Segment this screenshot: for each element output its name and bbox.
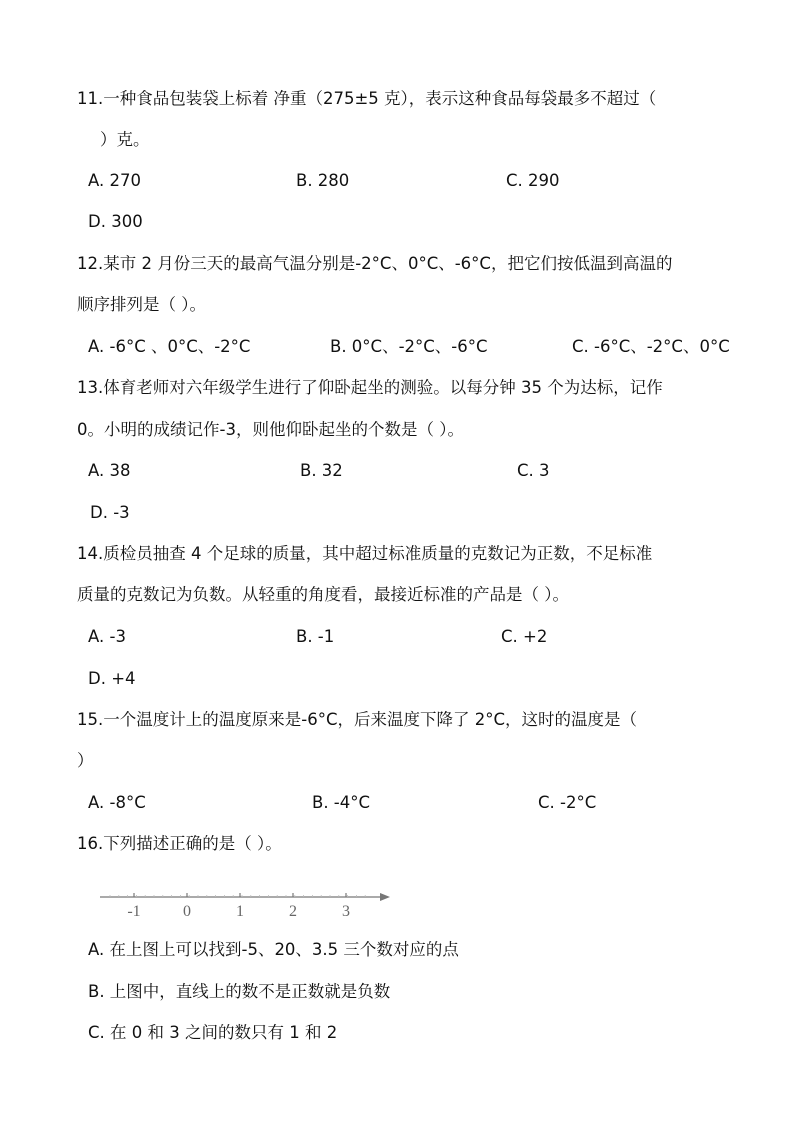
q12-stem-line2: 顺序排列是（ ）。 [77,295,206,314]
q15-stem-line1: 15.一个温度计上的温度原来是-6°C，后来温度下降了 2°C，这时的温度是（ [77,710,637,729]
q16-stem-line1: 16.下列描述正确的是（ ）。 [77,834,282,853]
q12-option-b: B. 0°C、-2°C、-6°C [330,337,488,356]
q16-option-b: B. 上图中，直线上的数不是正数就是负数 [88,982,391,1001]
q13-option-b: B. 32 [300,461,343,480]
number-line-figure [96,885,396,921]
q12-stem-line1: 12.某市 2 月份三天的最高气温分别是-2°C、0°C、-6°C，把它们按低温到高温的 [77,254,673,273]
q14-stem-line1: 14.质检员抽查 4 个足球的质量，其中超过标准质量的克数记为正数，不足标准 [77,544,653,563]
q14-option-c: C. +2 [501,627,548,646]
q12-option-a: A. -6°C 、0°C、-2°C [88,337,251,356]
q15-option-a: A. -8°C [88,793,146,812]
q11-option-d: D. 300 [88,212,143,231]
q11-option-b: B. 280 [296,171,350,190]
q15-option-b: B. -4°C [312,793,371,812]
q11-stem-line1: 11.一种食品包装袋上标着 净重（275±5 克），表示这种食品每袋最多不超过（ [77,89,657,108]
number-line-tick-label: 0 [183,903,191,920]
q14-stem-line2: 质量的克数记为负数。从轻重的角度看，最接近标准的产品是（ ）。 [77,585,569,604]
q13-option-c: C. 3 [517,461,550,480]
number-line-tick-label: 3 [342,903,350,920]
number-line-tick-label: -1 [127,903,141,920]
q15-stem-line2: ） [77,751,94,770]
q12-option-c: C. -6°C、-2°C、0°C [572,337,730,356]
number-line-tick-label: 1 [236,903,244,920]
q13-stem-line1: 13.体育老师对六年级学生进行了仰卧起坐的测验。以每分钟 35 个为达标，记作 [77,378,663,397]
q15-option-c: C. -2°C [538,793,597,812]
number-line-labels [127,903,350,920]
q14-option-a: A. -3 [88,627,126,646]
q11-option-a: A. 270 [88,171,141,190]
q16-option-c: C. 在 0 和 3 之间的数只有 1 和 2 [88,1023,338,1042]
q13-option-a: A. 38 [88,461,131,480]
q14-option-d: D. +4 [88,669,136,688]
q13-option-d: D. -3 [90,503,130,522]
q16-option-a: A. 在上图上可以找到-5、20、3.5 三个数对应的点 [88,940,459,959]
q13-stem-line2: 0。小明的成绩记作-3，则他仰卧起坐的个数是（ ）。 [77,420,464,439]
q11-option-c: C. 290 [506,171,560,190]
q14-option-b: B. -1 [296,627,335,646]
number-line-arrowhead [380,893,390,901]
number-line-tick-label: 2 [289,903,297,920]
q11-stem-line2: ）克。 [100,130,150,149]
